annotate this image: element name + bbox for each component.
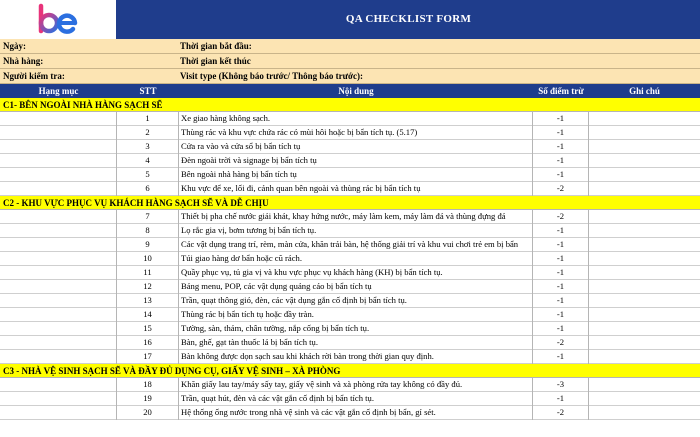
- category-cell: [0, 210, 117, 224]
- stt-cell: 6: [117, 182, 179, 196]
- category-cell: [0, 378, 117, 392]
- content-cell: Tường, sàn, thảm, chân tường, nắp cống bị bẩn tích tụ.: [179, 322, 533, 336]
- score-cell[interactable]: -2: [533, 182, 589, 196]
- note-cell[interactable]: [589, 210, 700, 224]
- content-cell: Bảng menu, POP, các vật dụng quảng cáo bị bẩn tích tụ: [179, 280, 533, 294]
- table-row: [0, 378, 700, 392]
- end-time-label: Thời gian kết thúc: [180, 56, 251, 66]
- note-cell[interactable]: [589, 182, 700, 196]
- category-cell: [0, 112, 117, 126]
- stt-cell: 4: [117, 154, 179, 168]
- stt-cell: 16: [117, 336, 179, 350]
- category-cell: [0, 252, 117, 266]
- stt-cell: 11: [117, 266, 179, 280]
- content-cell: Bên ngoài nhà hàng bị bẩn tích tụ: [179, 168, 533, 182]
- content-cell: Bàn không được dọn sạch sau khi khách rời bàn trong thời gian quy định.: [179, 350, 533, 364]
- stt-cell: 3: [117, 140, 179, 154]
- score-cell[interactable]: -1: [533, 112, 589, 126]
- content-cell: Thùng rác và khu vực chứa rác có mùi hôi hoặc bị bẩn tích tụ. (5.17): [179, 126, 533, 140]
- content-cell: Thùng rác bị bẩn tích tụ hoặc đầy tràn.: [179, 308, 533, 322]
- table-row: [0, 280, 700, 294]
- start-time-label: Thời gian bắt đầu:: [180, 41, 252, 51]
- category-cell: [0, 280, 117, 294]
- content-cell: Trần, quạt hút, đèn và các vật gắn cố định bị bẩn tích tụ.: [179, 392, 533, 406]
- score-cell[interactable]: -1: [533, 126, 589, 140]
- table-row: [0, 392, 700, 406]
- stt-cell: 9: [117, 238, 179, 252]
- score-cell[interactable]: -1: [533, 294, 589, 308]
- note-cell[interactable]: [589, 322, 700, 336]
- category-cell: [0, 336, 117, 350]
- stt-cell: 7: [117, 210, 179, 224]
- note-cell[interactable]: [589, 336, 700, 350]
- category-cell: [0, 154, 117, 168]
- table-row: [0, 182, 700, 196]
- form-title: QA CHECKLIST FORM: [345, 13, 472, 25]
- stt-cell: 17: [117, 350, 179, 364]
- note-cell[interactable]: [589, 378, 700, 392]
- score-cell[interactable]: -1: [533, 322, 589, 336]
- stt-cell: 5: [117, 168, 179, 182]
- category-cell: [0, 238, 117, 252]
- table-row: [0, 238, 700, 252]
- category-cell: [0, 126, 117, 140]
- note-cell[interactable]: [589, 350, 700, 364]
- content-cell: Quầy phục vụ, tủ gia vị và khu vực phục vụ khách hàng (KH) bị bẩn tích tụ.: [179, 266, 533, 280]
- be-logo-icon: [32, 3, 80, 36]
- note-cell[interactable]: [589, 294, 700, 308]
- column-header-stt: STT: [139, 86, 157, 96]
- category-cell: [0, 308, 117, 322]
- table-row: [0, 308, 700, 322]
- stt-cell: 2: [117, 126, 179, 140]
- stt-cell: 14: [117, 308, 179, 322]
- table-row: [0, 154, 700, 168]
- table-row: [0, 252, 700, 266]
- note-cell[interactable]: [589, 280, 700, 294]
- table-row: [0, 294, 700, 308]
- date-label: Ngày:: [3, 41, 26, 51]
- info-row-date: [0, 39, 700, 54]
- category-cell: [0, 266, 117, 280]
- content-cell: Đèn ngoài trời và signage bị bẩn tích tụ: [179, 154, 533, 168]
- stt-cell: 15: [117, 322, 179, 336]
- note-cell[interactable]: [589, 252, 700, 266]
- table-row: [0, 210, 700, 224]
- column-header-row: [0, 84, 700, 98]
- stt-cell: 12: [117, 280, 179, 294]
- content-cell: Lọ rắc gia vị, bơm tương bị bẩn tích tụ.: [179, 224, 533, 238]
- table-row: [0, 336, 700, 350]
- content-cell: Xe giao hàng không sạch.: [179, 112, 533, 126]
- score-cell[interactable]: -1: [533, 252, 589, 266]
- category-cell: [0, 140, 117, 154]
- category-cell: [0, 182, 117, 196]
- category-cell: [0, 406, 117, 420]
- inspector-label: Người kiểm tra:: [3, 71, 65, 81]
- section-title: C1- BÊN NGOÀI NHÀ HÀNG SẠCH SẼ: [3, 100, 163, 110]
- table-row: [0, 112, 700, 126]
- score-cell[interactable]: -1: [533, 168, 589, 182]
- note-cell[interactable]: [589, 224, 700, 238]
- table-row: [0, 224, 700, 238]
- note-cell[interactable]: [589, 238, 700, 252]
- table-row: [0, 266, 700, 280]
- table-row: [0, 406, 700, 420]
- content-cell: Khu vực để xe, lối đi, cảnh quan bên ngoài và thùng rác bị bẩn tích tụ: [179, 182, 533, 196]
- table-row: [0, 350, 700, 364]
- table-row: [0, 322, 700, 336]
- score-cell[interactable]: -1: [533, 266, 589, 280]
- content-cell: Trần, quạt thông gió, đèn, các vật dụng gắn cố định bị bẩn tích tụ.: [179, 294, 533, 308]
- column-header-note: Ghi chú: [629, 86, 660, 96]
- form-header: [0, 0, 700, 39]
- score-cell[interactable]: -1: [533, 224, 589, 238]
- note-cell[interactable]: [589, 266, 700, 280]
- restaurant-label: Nhà hàng:: [3, 56, 44, 66]
- content-cell: Hệ thống ống nước trong nhà vệ sinh và các vật gắn cố định bị bẩn, gỉ sét.: [179, 406, 533, 420]
- column-header-score: Số điểm trừ: [538, 86, 584, 96]
- note-cell[interactable]: [589, 168, 700, 182]
- category-cell: [0, 350, 117, 364]
- info-row-inspector: [0, 69, 700, 84]
- content-cell: Cửa ra vào và cửa sổ bị bẩn tích tụ: [179, 140, 533, 154]
- content-cell: Các vật dụng trang trí, rèm, màn cửa, khăn trải bàn, hệ thống giải trí và khu vui chơi trẻ em bị bẩn: [179, 238, 533, 252]
- section-row: [0, 98, 700, 112]
- note-cell[interactable]: [589, 308, 700, 322]
- section-row: [0, 196, 700, 210]
- column-header-category: Hạng mục: [38, 86, 79, 96]
- table-row: [0, 168, 700, 182]
- logo-box: [0, 0, 117, 39]
- visit-type-label: Visit type (Không báo trước/ Thông báo trước):: [180, 71, 364, 81]
- score-cell[interactable]: -1: [533, 238, 589, 252]
- info-row-restaurant: [0, 54, 700, 69]
- score-cell[interactable]: -2: [533, 336, 589, 350]
- score-cell[interactable]: -1: [533, 350, 589, 364]
- note-cell[interactable]: [589, 126, 700, 140]
- category-cell: [0, 168, 117, 182]
- score-cell[interactable]: -2: [533, 406, 589, 420]
- score-cell[interactable]: -3: [533, 378, 589, 392]
- stt-cell: 18: [117, 378, 179, 392]
- score-cell[interactable]: -1: [533, 140, 589, 154]
- score-cell[interactable]: -1: [533, 280, 589, 294]
- stt-cell: 19: [117, 392, 179, 406]
- section-title: C2 - KHU VỰC PHỤC VỤ KHÁCH HÀNG SẠCH SẼ VÀ DỄ CHỊU: [3, 198, 269, 208]
- column-header-content: Nội dung: [338, 86, 374, 96]
- content-cell: Thiết bị pha chế nước giải khát, khay hứng nước, máy làm kem, máy làm đá và thùng đựng đá: [179, 210, 533, 224]
- category-cell: [0, 392, 117, 406]
- stt-cell: 8: [117, 224, 179, 238]
- score-cell[interactable]: -1: [533, 392, 589, 406]
- table-row: [0, 126, 700, 140]
- category-cell: [0, 322, 117, 336]
- content-cell: Bàn, ghế, gạt tàn thuốc lá bị bẩn tích tụ.: [179, 336, 533, 350]
- score-cell[interactable]: -1: [533, 154, 589, 168]
- score-cell[interactable]: -1: [533, 308, 589, 322]
- section-row: [0, 364, 700, 378]
- score-cell[interactable]: -2: [533, 210, 589, 224]
- stt-cell: 1: [117, 112, 179, 126]
- stt-cell: 10: [117, 252, 179, 266]
- content-cell: Túi giao hàng dơ bẩn hoặc cũ rách.: [179, 252, 533, 266]
- section-title: C3 - NHÀ VỆ SINH SẠCH SẼ VÀ ĐẦY ĐỦ DỤNG CỤ, GIẤY VỆ SINH – XÀ PHÒNG: [3, 366, 341, 376]
- stt-cell: 13: [117, 294, 179, 308]
- category-cell: [0, 224, 117, 238]
- content-cell: Khăn giấy lau tay/máy sấy tay, giấy vệ sinh và xà phòng rửa tay không có đầy đủ.: [179, 378, 533, 392]
- note-cell[interactable]: [589, 406, 700, 420]
- note-cell[interactable]: [589, 154, 700, 168]
- stt-cell: 20: [117, 406, 179, 420]
- category-cell: [0, 294, 117, 308]
- note-cell[interactable]: [589, 112, 700, 126]
- note-cell[interactable]: [589, 392, 700, 406]
- table-row: [0, 140, 700, 154]
- note-cell[interactable]: [589, 140, 700, 154]
